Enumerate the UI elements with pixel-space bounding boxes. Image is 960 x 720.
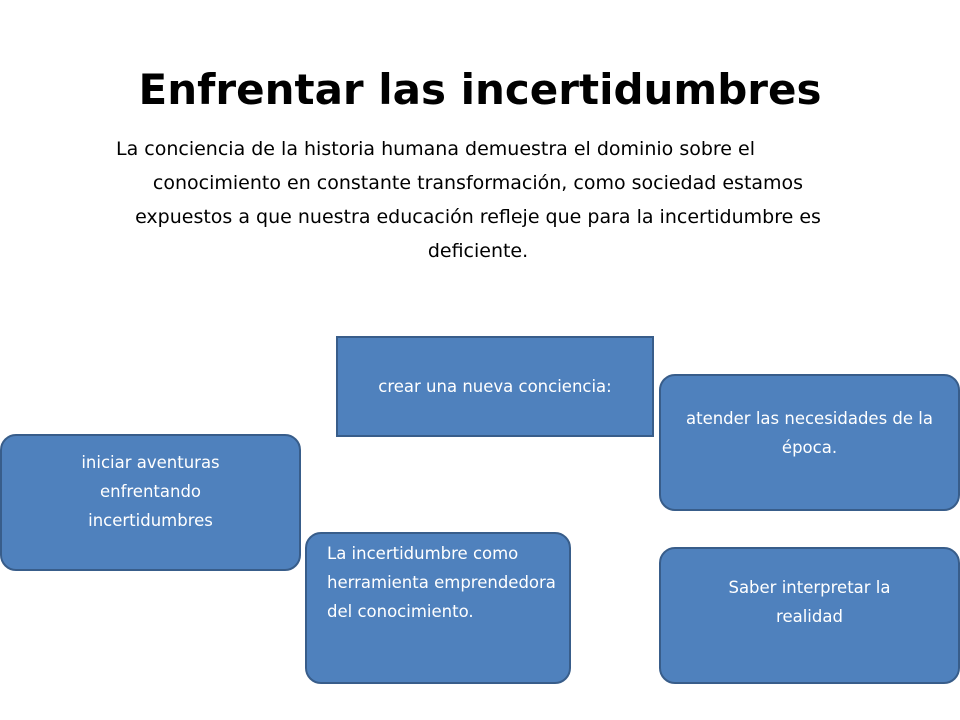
- paragraph-line: conocimiento en constante transformación, como sociedad estamos: [152, 172, 804, 194]
- box-crear-conciencia-label: crear una nueva conciencia:: [378, 377, 612, 396]
- box-iniciar-aventuras: [0, 434, 301, 571]
- box-iniciar-aventuras-label: iniciar aventuras enfrentando incertidumbres: [81, 453, 220, 530]
- box-atender-necesidades-label: atender las necesidades de la época.: [685, 409, 933, 457]
- box-incertidumbre-herramienta: [305, 532, 571, 684]
- box-saber-interpretar: [659, 547, 960, 684]
- paragraph-line: La conciencia de la historia humana demuestra el dominio sobre el: [116, 138, 755, 160]
- slide-title: Enfrentar las incertidumbres: [138, 65, 822, 114]
- box-saber-interpretar-label: Saber interpretar la realidad: [728, 578, 891, 626]
- box-atender-necesidades: [659, 374, 960, 511]
- slide-paragraph: [96, 132, 860, 268]
- paragraph-line: deficiente.: [427, 240, 529, 262]
- paragraph-line: expuestos a que nuestra educación refleje que para la incertidumbre es: [135, 206, 821, 228]
- box-incertidumbre-herramienta-label: La incertidumbre como herramienta emprendedora del conocimiento.: [327, 544, 556, 621]
- box-crear-conciencia: [336, 336, 654, 437]
